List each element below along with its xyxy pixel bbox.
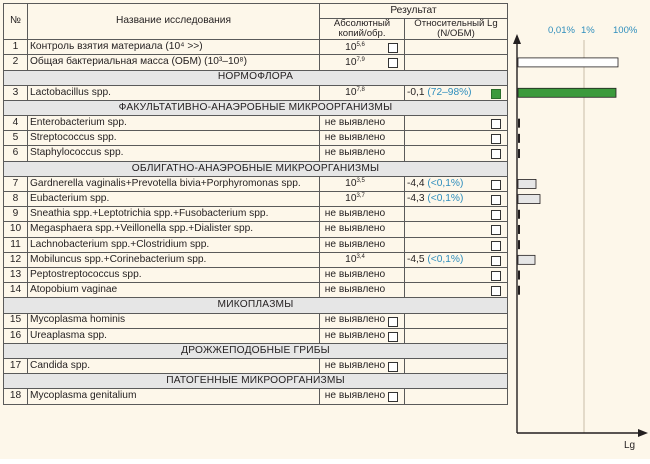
checkbox-icon xyxy=(491,149,501,159)
bar-row-3 xyxy=(518,88,616,97)
row-number: 18 xyxy=(4,389,28,404)
row-number: 7 xyxy=(4,176,28,191)
x-axis-label: Lg xyxy=(624,440,636,451)
absolute-base: 10 xyxy=(345,87,357,99)
table-row xyxy=(4,207,508,222)
group-title: МИКОПЛАЗМЫ xyxy=(4,298,508,313)
header-result: Результат xyxy=(320,4,508,19)
bar-row-5 xyxy=(518,134,520,143)
header-abs: Абсолютный копий/обр. xyxy=(320,19,405,40)
relative-value-cell xyxy=(405,116,508,131)
absolute-value-cell xyxy=(320,116,405,131)
absolute-value-cell xyxy=(320,252,405,267)
absolute-value-cell xyxy=(320,283,405,298)
group-row xyxy=(4,298,508,313)
absolute-exponent: 7,9 xyxy=(356,56,365,63)
absolute-value-cell xyxy=(320,389,405,404)
table-row xyxy=(4,116,508,131)
checkbox-icon xyxy=(491,210,501,220)
group-title: ОБЛИГАТНО-АНАЭРОБНЫЕ МИКРООРГАНИЗМЫ xyxy=(4,161,508,176)
table-row xyxy=(4,131,508,146)
relative-value-cell xyxy=(405,283,508,298)
table-row xyxy=(4,176,508,191)
absolute-value-cell xyxy=(320,328,405,343)
relative-value-cell xyxy=(405,222,508,237)
absolute-exponent: 7,8 xyxy=(356,87,365,94)
row-number: 6 xyxy=(4,146,28,161)
table-row xyxy=(4,313,508,328)
row-number: 15 xyxy=(4,313,28,328)
relative-value-cell xyxy=(405,359,508,374)
absolute-value: не выявлено xyxy=(324,390,386,402)
bar-row-6 xyxy=(518,149,520,158)
relative-value-cell xyxy=(405,389,508,404)
checkbox-icon xyxy=(388,332,398,342)
checkbox-icon xyxy=(491,134,501,144)
test-name: Atopobium vaginae xyxy=(28,283,320,298)
test-name: Lactobacillus spp. xyxy=(28,85,320,100)
relative-value: -0,1 xyxy=(407,86,425,98)
table-row xyxy=(4,192,508,207)
row-number: 12 xyxy=(4,252,28,267)
table-row xyxy=(4,85,508,100)
lg-chart-svg xyxy=(512,18,650,459)
absolute-exponent: 5,6 xyxy=(356,41,365,48)
relative-range: (72–98%) xyxy=(427,86,472,98)
test-name: Gardnerella vaginalis+Prevotella bivia+Porphyromonas spp. xyxy=(28,176,320,191)
row-number: 16 xyxy=(4,328,28,343)
row-number: 5 xyxy=(4,131,28,146)
table-row xyxy=(4,283,508,298)
absolute-value-cell xyxy=(320,207,405,222)
row-number: 13 xyxy=(4,267,28,282)
absolute-value: не выявлено xyxy=(324,268,386,280)
header-name: Название исследования xyxy=(28,4,320,40)
y-axis-arrow-icon xyxy=(513,34,521,44)
relative-value-cell xyxy=(405,131,508,146)
relative-range: (<0,1%) xyxy=(427,253,464,265)
group-title: ДРОЖЖЕПОДОБНЫЕ ГРИБЫ xyxy=(4,343,508,358)
absolute-value-cell xyxy=(320,176,405,191)
bar-row-10 xyxy=(518,225,520,234)
filled-square-icon xyxy=(491,89,501,99)
scale-tick-0: 0,01% xyxy=(548,25,575,36)
relative-value-cell xyxy=(405,192,508,207)
absolute-value-cell xyxy=(320,131,405,146)
scale-tick-1: 1% xyxy=(581,25,595,36)
test-name: Sneathia spp.+Leptotrichia spp.+Fusobacterium spp. xyxy=(28,207,320,222)
x-axis-arrow-icon xyxy=(638,429,648,437)
row-number: 1 xyxy=(4,40,28,55)
row-number: 9 xyxy=(4,207,28,222)
relative-value-cell xyxy=(405,252,508,267)
absolute-base: 10 xyxy=(345,41,357,53)
absolute-value: не выявлено xyxy=(324,314,386,326)
absolute-value-cell xyxy=(320,359,405,374)
absolute-value: не выявлено xyxy=(324,132,386,144)
test-name: Peptostreptococcus spp. xyxy=(28,267,320,282)
bar-row-11 xyxy=(518,240,520,249)
table-row xyxy=(4,252,508,267)
relative-value: -4,4 xyxy=(407,177,425,189)
lg-chart xyxy=(512,18,650,459)
bar-row-9 xyxy=(518,210,520,219)
group-row xyxy=(4,161,508,176)
test-name: Контроль взятия материала (10⁴ >>) xyxy=(28,40,320,55)
row-number: 4 xyxy=(4,116,28,131)
row-number: 11 xyxy=(4,237,28,252)
relative-value-cell xyxy=(405,328,508,343)
checkbox-icon xyxy=(388,362,398,372)
checkbox-icon xyxy=(491,195,501,205)
relative-range: (<0,1%) xyxy=(427,177,464,189)
row-number: 17 xyxy=(4,359,28,374)
relative-value: -4,3 xyxy=(407,192,425,204)
relative-value-cell xyxy=(405,146,508,161)
checkbox-icon xyxy=(491,180,501,190)
table-row xyxy=(4,389,508,404)
absolute-value-cell xyxy=(320,313,405,328)
absolute-value: не выявлено xyxy=(324,329,386,341)
results-table xyxy=(3,3,508,405)
checkbox-icon xyxy=(491,241,501,251)
bar-row-13 xyxy=(518,271,520,280)
table-row xyxy=(4,359,508,374)
absolute-exponent: 3,4 xyxy=(356,254,365,261)
test-name: Candida spp. xyxy=(28,359,320,374)
absolute-value: не выявлено xyxy=(324,147,386,159)
checkbox-icon xyxy=(491,119,501,129)
checkbox-icon xyxy=(491,225,501,235)
relative-value-cell xyxy=(405,40,508,55)
absolute-value: не выявлено xyxy=(324,284,386,296)
absolute-base: 10 xyxy=(345,254,357,266)
test-name: Lachnobacterium spp.+Clostridium spp. xyxy=(28,237,320,252)
absolute-value-cell xyxy=(320,222,405,237)
test-name: Enterobacterium spp. xyxy=(28,116,320,131)
header-rel: Относительный Lg (N/ОБМ) xyxy=(405,19,508,40)
relative-value: -4,5 xyxy=(407,253,425,265)
test-name: Staphylococcus spp. xyxy=(28,146,320,161)
absolute-base: 10 xyxy=(345,193,357,205)
relative-value-cell xyxy=(405,237,508,252)
row-number: 8 xyxy=(4,192,28,207)
bar-row-2 xyxy=(518,58,618,67)
relative-value-cell xyxy=(405,85,508,100)
row-number: 14 xyxy=(4,283,28,298)
absolute-exponent: 3,5 xyxy=(356,178,365,185)
absolute-value-cell xyxy=(320,85,405,100)
bar-row-4 xyxy=(518,119,520,128)
test-name: Eubacterium spp. xyxy=(28,192,320,207)
relative-range: (<0,1%) xyxy=(427,192,464,204)
absolute-value-cell xyxy=(320,192,405,207)
checkbox-icon xyxy=(491,286,501,296)
test-name: Megasphaera spp.+Veillonella spp.+Dialister spp. xyxy=(28,222,320,237)
absolute-value-cell xyxy=(320,237,405,252)
header-num: № xyxy=(4,4,28,40)
group-row xyxy=(4,343,508,358)
absolute-value-cell xyxy=(320,267,405,282)
group-title: НОРМОФЛОРА xyxy=(4,70,508,85)
group-row xyxy=(4,70,508,85)
checkbox-icon xyxy=(388,58,398,68)
bar-row-12 xyxy=(518,255,535,264)
relative-value-cell xyxy=(405,313,508,328)
bar-row-7 xyxy=(518,179,536,188)
test-name: Mobiluncus spp.+Corinebacterium spp. xyxy=(28,252,320,267)
test-name: Mycoplasma hominis xyxy=(28,313,320,328)
absolute-exponent: 3,7 xyxy=(356,193,365,200)
table-row xyxy=(4,55,508,70)
absolute-value-cell xyxy=(320,146,405,161)
absolute-value: не выявлено xyxy=(324,238,386,250)
checkbox-icon xyxy=(388,317,398,327)
absolute-base: 10 xyxy=(345,56,357,68)
group-row xyxy=(4,374,508,389)
absolute-value-cell xyxy=(320,55,405,70)
test-name: Ureaplasma spp. xyxy=(28,328,320,343)
absolute-value-cell xyxy=(320,40,405,55)
scale-tick-2: 100% xyxy=(613,25,638,36)
table-row xyxy=(4,40,508,55)
absolute-value: не выявлено xyxy=(324,117,386,129)
row-number: 10 xyxy=(4,222,28,237)
absolute-base: 10 xyxy=(345,178,357,190)
group-title: ПАТОГЕННЫЕ МИКРООРГАНИЗМЫ xyxy=(4,374,508,389)
table-row xyxy=(4,222,508,237)
table-row xyxy=(4,267,508,282)
group-title: ФАКУЛЬТАТИВНО-АНАЭРОБНЫЕ МИКРООРГАНИЗМЫ xyxy=(4,100,508,115)
table-row xyxy=(4,237,508,252)
absolute-value: не выявлено xyxy=(324,360,386,372)
relative-value-cell xyxy=(405,176,508,191)
test-name: Streptococcus spp. xyxy=(28,131,320,146)
relative-value-cell xyxy=(405,267,508,282)
table-row xyxy=(4,146,508,161)
bar-row-8 xyxy=(518,195,540,204)
checkbox-icon xyxy=(388,43,398,53)
absolute-value: не выявлено xyxy=(324,208,386,220)
relative-value-cell xyxy=(405,207,508,222)
test-name: Mycoplasma genitalium xyxy=(28,389,320,404)
row-number: 3 xyxy=(4,85,28,100)
checkbox-icon xyxy=(491,256,501,266)
table-row xyxy=(4,328,508,343)
test-name: Общая бактериальная масса (ОБМ) (10³–10⁸) xyxy=(28,55,320,70)
checkbox-icon xyxy=(388,392,398,402)
relative-value-cell xyxy=(405,55,508,70)
group-row xyxy=(4,100,508,115)
row-number: 2 xyxy=(4,55,28,70)
absolute-value: не выявлено xyxy=(324,223,386,235)
checkbox-icon xyxy=(491,271,501,281)
bar-row-14 xyxy=(518,286,520,295)
